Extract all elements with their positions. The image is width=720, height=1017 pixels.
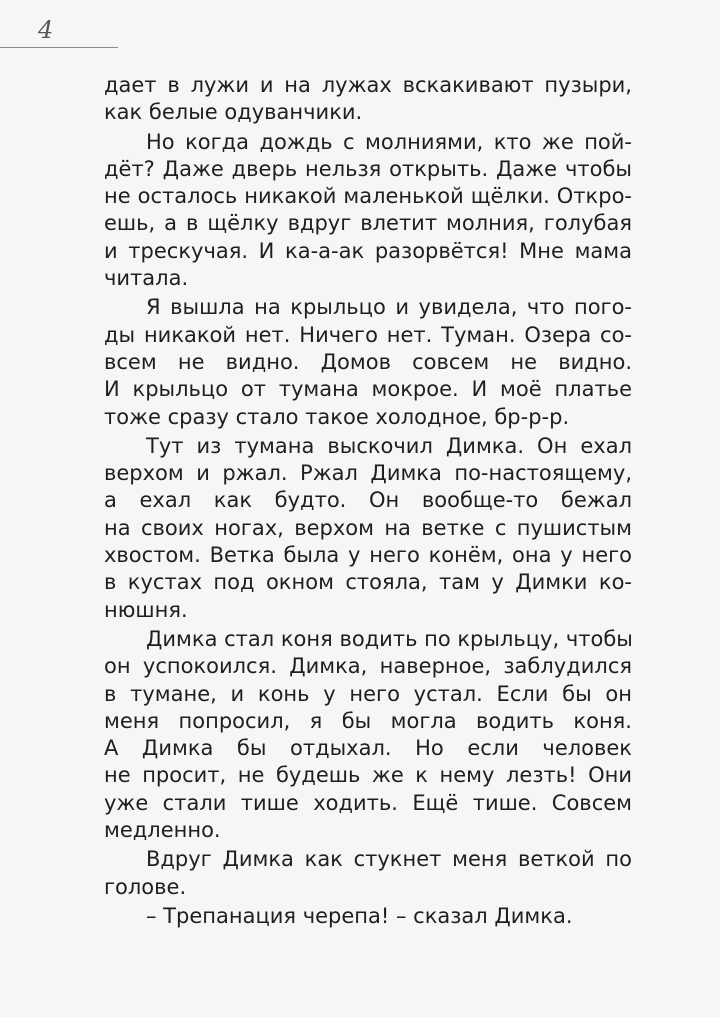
text-line: – Трепанация черепа! – сказал Димка. xyxy=(146,903,573,928)
paragraph-6 xyxy=(104,846,632,901)
text-line: Димка стал коня водить по крыльцу, чтобы xyxy=(146,626,633,651)
text-line: меня попросил, я бы могла водить коня. xyxy=(104,708,632,733)
text-line: Я вышла на крыльцо и увидела, что пого- xyxy=(146,295,632,320)
text-line: Тут из тумана выскочил Димка. Он ехал xyxy=(146,433,632,458)
text-line: ды никакой нет. Ничего нет. Туман. Озера со- xyxy=(104,322,632,347)
text-line: всем не видно. Домов совсем не видно. xyxy=(104,349,632,374)
text-line: дёт? Даже дверь нельзя открыть. Даже чтобы xyxy=(104,156,632,181)
header-rule xyxy=(0,47,118,48)
text-line: не осталось никакой маленькой щёлки. Откро- xyxy=(104,184,632,209)
text-line: медленно. xyxy=(104,818,221,843)
text-line: голове. xyxy=(104,874,187,899)
paragraph-5 xyxy=(104,626,632,844)
text-line: уже стали тише ходить. Ещё тише. Совсем xyxy=(104,790,632,815)
text-line: А Димка бы отдыхал. Но если человек xyxy=(104,736,632,761)
text-line: хвостом. Ветка была у него конём, она у него xyxy=(104,543,632,568)
text-line: читала. xyxy=(104,266,189,291)
text-line: в кустах под окном стояла, там у Димки ко- xyxy=(104,570,632,595)
paragraph-2 xyxy=(104,129,632,293)
paragraph-1 xyxy=(104,72,632,127)
text-line: и трескучая. И ка-а-ак разорвётся! Мне мама xyxy=(104,238,632,263)
text-line: ешь, а в щёлку вдруг влетит молния, голубая xyxy=(104,211,632,236)
text-line: Но когда дождь с молниями, кто же пой- xyxy=(146,129,632,154)
text-line: как белые одуванчики. xyxy=(104,100,363,125)
text-line: в тумане, и конь у него устал. Если бы он xyxy=(104,681,632,706)
text-line: дает в лужи и на лужах вскакивают пузыри, xyxy=(104,73,632,97)
text-line: нюшня. xyxy=(104,597,188,622)
paragraph-7 xyxy=(104,903,632,930)
text-line: И крыльцо от тумана мокрое. И моё платье xyxy=(104,377,632,402)
page-number: 4 xyxy=(38,16,54,44)
story-text xyxy=(104,72,632,932)
text-line: Вдруг Димка как стукнет меня веткой по xyxy=(146,847,632,872)
text-line: не просит, не будешь же к нему лезть! Они xyxy=(104,763,632,788)
text-line: верхом и ржал. Ржал Димка по-настоящему, xyxy=(104,461,632,486)
paragraph-4 xyxy=(104,433,632,624)
text-line: он успокоился. Димка, наверное, заблудился xyxy=(104,654,632,679)
text-line: а ехал как будто. Он вообще-то бежал xyxy=(104,488,632,513)
text-line: тоже сразу стало такое холодное, бр-р-р. xyxy=(104,404,570,429)
text-line: на своих ногах, верхом на ветке с пушистым xyxy=(104,515,632,540)
paragraph-3 xyxy=(104,294,632,430)
